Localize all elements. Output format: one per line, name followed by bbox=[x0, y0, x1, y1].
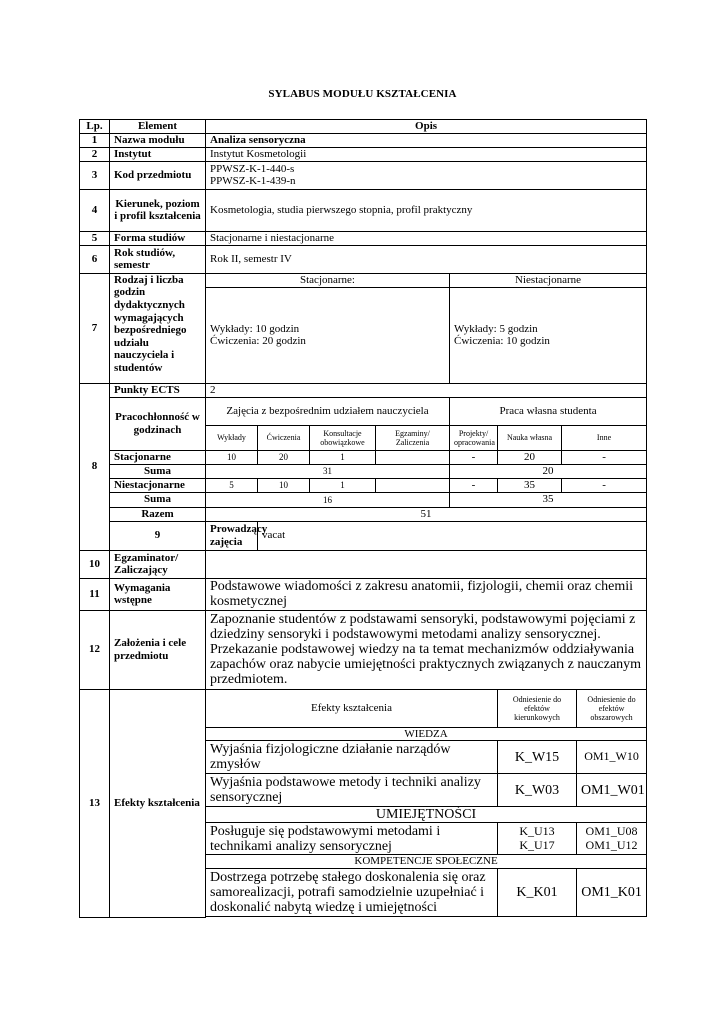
stac-projects: - bbox=[450, 450, 498, 464]
section-knowledge: WIEDZA bbox=[206, 727, 647, 741]
row-12-label: Założenia i cele przedmiotu bbox=[110, 610, 206, 689]
col-lectures: Wykłady bbox=[206, 425, 258, 450]
niestac-consultations: 1 bbox=[310, 478, 376, 492]
row-13-label: Efekty kształcenia bbox=[110, 689, 206, 917]
total-value: 51 bbox=[206, 507, 647, 521]
col-other: Inne bbox=[562, 425, 647, 450]
outcome-w2-obsz: OM1_W01 bbox=[577, 774, 647, 807]
outcomes-head-kier: Odniesienie do efektów kierunkowych bbox=[498, 689, 577, 727]
row-10-lp: 10 bbox=[80, 550, 110, 578]
header-lp: Lp. bbox=[80, 120, 110, 134]
hours-niestac-head: Niestacjonarne bbox=[450, 273, 647, 287]
outcome-k1: Dostrzega potrzebę stałego doskonalenia się oraz samorealizacji, potrafi samodzielnie uzupełniać i doskonalić nabytą wiedzę i umiejętności bbox=[206, 869, 498, 917]
outcome-u1-obsz bbox=[577, 823, 647, 855]
niestac-lectures: 5 bbox=[206, 478, 258, 492]
niestac-sum-own: 35 bbox=[450, 492, 647, 507]
outcome-u1-kier-2: K_U17 bbox=[519, 837, 555, 852]
outcome-w2-kier: K_W03 bbox=[498, 774, 577, 807]
document-title: SYLABUS MODUŁU KSZTAŁCENIA bbox=[268, 88, 457, 100]
stac-consultations: 1 bbox=[310, 450, 376, 464]
row-3-lp: 3 bbox=[80, 161, 110, 189]
outcome-u1-kier bbox=[498, 823, 577, 855]
row-7-lp: 7 bbox=[80, 273, 110, 383]
direct-hours-head: Zajęcia z bezpośrednim udziałem nauczyciela bbox=[206, 397, 450, 425]
outcomes-head: Efekty kształcenia bbox=[206, 689, 498, 727]
niestac-projects: - bbox=[450, 478, 498, 492]
outcome-u1-kier-1: K_U13 bbox=[519, 823, 555, 838]
row-9-lp: 9 bbox=[110, 521, 206, 550]
syllabus-table bbox=[79, 119, 647, 918]
row-4-lp: 4 bbox=[80, 189, 110, 231]
outcome-w1: Wyjaśnia fizjologiczne działanie narządów zmysłów bbox=[206, 741, 498, 774]
row-1-label: Nazwa modułu bbox=[110, 134, 206, 148]
outcome-k1-obsz: OM1_K01 bbox=[577, 869, 647, 917]
stac-sum-own: 20 bbox=[450, 464, 647, 478]
total-label: Razem bbox=[110, 507, 206, 521]
niestac-sum-direct: 16 bbox=[206, 492, 450, 507]
niestac-other: - bbox=[562, 478, 647, 492]
stac-self-study: 20 bbox=[498, 450, 562, 464]
own-work-head: Praca własna studenta bbox=[450, 397, 647, 425]
field-of-study: Kosmetologia, studia pierwszego stopnia, profil praktyczny bbox=[206, 189, 647, 231]
header-opis: Opis bbox=[206, 120, 647, 134]
stac-label: Stacjonarne bbox=[110, 450, 206, 464]
row-11-label: Wymagania wstępne bbox=[110, 578, 206, 610]
niestac-exams bbox=[376, 478, 450, 492]
module-name: Analiza sensoryczna bbox=[206, 134, 647, 148]
section-skills: UMIEJĘTNOŚCI bbox=[206, 807, 647, 823]
niestac-self-study: 35 bbox=[498, 478, 562, 492]
row-13-lp: 13 bbox=[80, 689, 110, 917]
row-8-lp: 8 bbox=[80, 383, 110, 550]
outcomes-head-obsz: Odniesienie do efektów obszarowych bbox=[577, 689, 647, 727]
niestac-label: Niestacjonarne bbox=[110, 478, 206, 492]
stac-sum-label: Suma bbox=[110, 464, 206, 478]
stac-exams bbox=[376, 450, 450, 464]
study-form: Stacjonarne i niestacjonarne bbox=[206, 231, 647, 245]
row-5-lp: 5 bbox=[80, 231, 110, 245]
outcome-w1-kier: K_W15 bbox=[498, 741, 577, 774]
outcome-u1-obsz-2: OM1_U12 bbox=[585, 837, 638, 852]
row-3-label: Kod przedmiotu bbox=[110, 161, 206, 189]
course-code bbox=[206, 161, 647, 189]
ects-value: 2 bbox=[206, 383, 647, 397]
course-objectives: Zapoznanie studentów z podstawami sensoryki, podstawowymi pojęciami z dziedziny sensoryki i podstawowymi metodami analizy sensorycznej. Przekazanie podstawowej wiedzy na ta temat mechanizmów oddziaływania zapachów oraz nabycie umiejętności praktycznych związanych z nauczanym przedmiotem. bbox=[206, 610, 647, 689]
prerequisites: Podstawowe wiadomości z zakresu anatomii, fizjologii, chemii oraz chemii kosmetycznej bbox=[206, 578, 647, 610]
row-5-label: Forma studiów bbox=[110, 231, 206, 245]
row-1-lp: 1 bbox=[80, 134, 110, 148]
institute-value: Instytut Kosmetologii bbox=[206, 148, 647, 162]
row-7-label: Rodzaj i liczba godzin dydaktycznych wymagających bezpośredniego udziału nauczyciela i studentów bbox=[110, 273, 206, 383]
row-9-label: Prowadzący zajęcia bbox=[206, 521, 258, 550]
header-element: Element bbox=[110, 120, 206, 134]
examiner-value bbox=[206, 550, 647, 578]
outcome-w1-obsz: OM1_W10 bbox=[577, 741, 647, 774]
col-exercises: Ćwiczenia bbox=[258, 425, 310, 450]
stac-other: - bbox=[562, 450, 647, 464]
stac-lectures: 10 bbox=[206, 450, 258, 464]
row-11-lp: 11 bbox=[80, 578, 110, 610]
hours-niestac-lectures: Wykłady: 5 godzin bbox=[454, 322, 538, 335]
row-2-label: Instytut bbox=[110, 148, 206, 162]
outcome-u1-obsz-1: OM1_U08 bbox=[585, 823, 638, 838]
row-12-lp: 12 bbox=[80, 610, 110, 689]
row-4-label: Kierunek, poziom i profil kształcenia bbox=[110, 189, 206, 231]
hours-niestac bbox=[450, 287, 647, 383]
niestac-exercises: 10 bbox=[258, 478, 310, 492]
ects-label: Punkty ECTS bbox=[110, 383, 206, 397]
outcome-w2: Wyjaśnia podstawowe metody i techniki analizy sensorycznej bbox=[206, 774, 498, 807]
course-code-n: PPWSZ-K-1-439-n bbox=[210, 175, 296, 188]
col-self-study: Nauka własna bbox=[498, 425, 562, 450]
stac-sum-direct: 31 bbox=[206, 464, 450, 478]
stac-exercises: 20 bbox=[258, 450, 310, 464]
row-10-label: Egzaminator/ Zaliczający bbox=[110, 550, 206, 578]
lecturer-value: vacat bbox=[258, 521, 647, 550]
section-competences: KOMPETENCJE SPOŁECZNE bbox=[206, 855, 647, 869]
hours-niestac-exercises: Ćwiczenia: 10 godzin bbox=[454, 335, 550, 348]
year-semester: Rok II, semestr IV bbox=[206, 245, 647, 273]
col-projects: Projekty/ opracowania bbox=[450, 425, 498, 450]
hours-stac-head: Stacjonarne: bbox=[206, 273, 450, 287]
hours-stac bbox=[206, 287, 450, 383]
row-6-lp: 6 bbox=[80, 245, 110, 273]
course-code-s: PPWSZ-K-1-440-s bbox=[210, 162, 295, 175]
hours-stac-lectures: Wykłady: 10 godzin bbox=[210, 322, 300, 335]
workload-label: Pracochłonność w godzinach bbox=[110, 397, 206, 450]
col-exams: Egzaminy/ Zaliczenia bbox=[376, 425, 450, 450]
row-6-label: Rok studiów, semestr bbox=[110, 245, 206, 273]
hours-stac-exercises: Ćwiczenia: 20 godzin bbox=[210, 335, 306, 348]
col-consultations: Konsultacje obowiązkowe bbox=[310, 425, 376, 450]
outcome-u1: Posługuje się podstawowymi metodami i technikami analizy sensorycznej bbox=[206, 823, 498, 855]
niestac-sum-label: Suma bbox=[110, 492, 206, 507]
row-2-lp: 2 bbox=[80, 148, 110, 162]
outcome-k1-kier: K_K01 bbox=[498, 869, 577, 917]
